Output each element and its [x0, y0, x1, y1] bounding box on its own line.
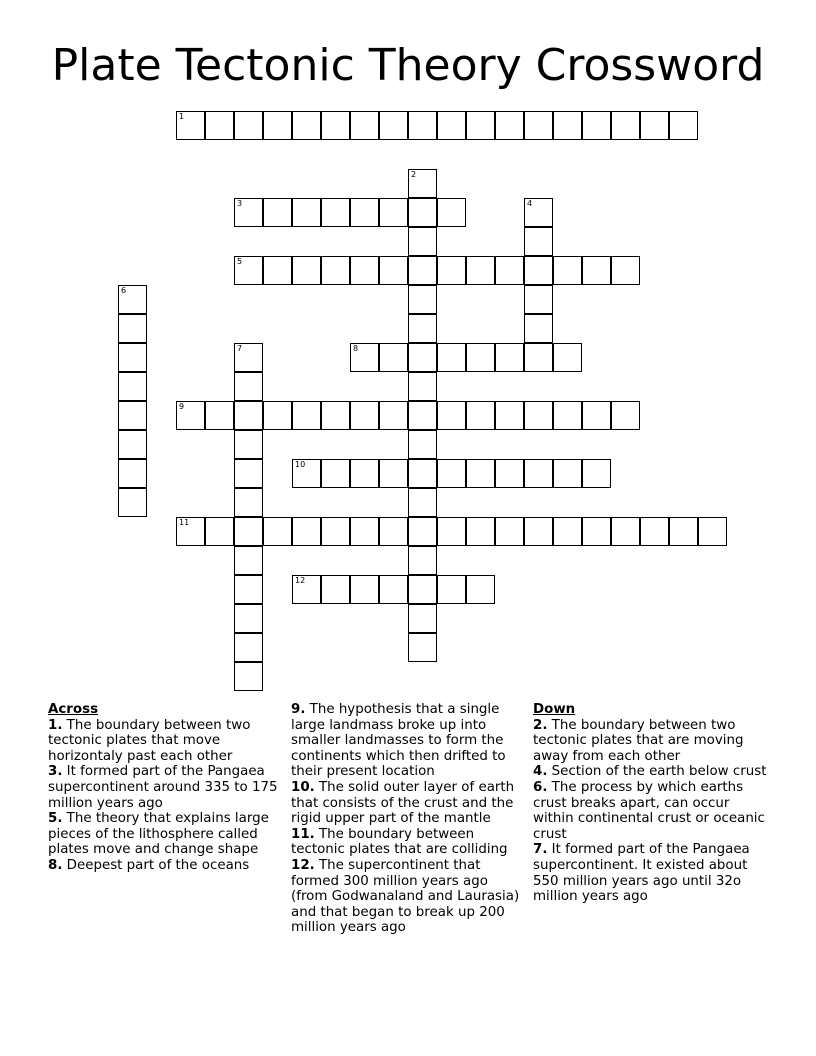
grid-cell[interactable] — [176, 111, 205, 140]
grid-cell[interactable] — [582, 111, 611, 140]
grid-cell[interactable] — [176, 517, 205, 546]
grid-cell[interactable] — [408, 256, 437, 285]
page-title: Plate Tectonic Theory Crossword — [51, 40, 765, 91]
grid-cell[interactable] — [408, 169, 437, 198]
grid-cell[interactable] — [205, 517, 234, 546]
clue-item — [291, 702, 527, 780]
grid-cell[interactable] — [408, 285, 437, 314]
grid-cell[interactable] — [234, 372, 263, 401]
grid-cell[interactable] — [466, 459, 495, 488]
grid-cell[interactable] — [669, 111, 698, 140]
grid-cell[interactable] — [437, 343, 466, 372]
clue-item — [48, 764, 284, 811]
clue-item-number: 1. — [48, 717, 63, 733]
grid-cell[interactable] — [292, 517, 321, 546]
clue-number: 9 — [179, 402, 185, 411]
grid-cell[interactable] — [437, 256, 466, 285]
grid-cell[interactable] — [350, 198, 379, 227]
grid-cell[interactable] — [350, 111, 379, 140]
grid-cell[interactable] — [553, 401, 582, 430]
grid-cell[interactable] — [408, 198, 437, 227]
grid-cell[interactable] — [321, 256, 350, 285]
grid-cell[interactable] — [176, 401, 205, 430]
grid-cell[interactable] — [118, 459, 147, 488]
clue-item-number: 9. — [291, 702, 306, 717]
grid-cell[interactable] — [698, 517, 727, 546]
clue-item-number: 5. — [48, 811, 63, 827]
clue-item-number: 7. — [533, 842, 548, 858]
grid-cell[interactable] — [408, 575, 437, 604]
grid-cell[interactable] — [408, 517, 437, 546]
clue-item-text: It formed part of the Pangaea supercontinent. It existed about 550 million years ago until 32o million years ago — [533, 842, 750, 905]
grid-cell[interactable] — [582, 517, 611, 546]
grid-cell[interactable] — [350, 401, 379, 430]
grid-cell[interactable] — [205, 401, 234, 430]
grid-cell[interactable] — [408, 430, 437, 459]
grid-cell[interactable] — [408, 488, 437, 517]
grid-cell[interactable] — [263, 401, 292, 430]
grid-cell[interactable] — [379, 575, 408, 604]
clue-item-text: The process by which earths crust breaks apart, can occur within continental crust or oceanic crust — [533, 779, 765, 842]
grid-cell[interactable] — [524, 401, 553, 430]
grid-cell[interactable] — [466, 575, 495, 604]
grid-cell[interactable] — [379, 111, 408, 140]
grid-cell[interactable] — [611, 401, 640, 430]
grid-cell[interactable] — [234, 633, 263, 662]
grid-cell[interactable] — [408, 604, 437, 633]
grid-cell[interactable] — [118, 343, 147, 372]
grid-cell[interactable] — [524, 256, 553, 285]
grid-cell[interactable] — [611, 517, 640, 546]
across-clues-continued — [291, 702, 527, 936]
grid-cell[interactable] — [321, 401, 350, 430]
grid-cell[interactable] — [263, 198, 292, 227]
grid-cell[interactable] — [292, 256, 321, 285]
clue-item — [533, 842, 773, 904]
grid-cell[interactable] — [524, 227, 553, 256]
grid-cell[interactable] — [234, 546, 263, 575]
clue-item — [533, 764, 773, 780]
grid-cell[interactable] — [234, 256, 263, 285]
grid-cell[interactable] — [495, 401, 524, 430]
grid-cell[interactable] — [466, 343, 495, 372]
grid-cell[interactable] — [437, 198, 466, 227]
across-heading: Across — [48, 702, 99, 717]
grid-cell[interactable] — [408, 227, 437, 256]
grid-cell[interactable] — [553, 343, 582, 372]
grid-cell[interactable] — [234, 198, 263, 227]
grid-cell[interactable] — [379, 459, 408, 488]
grid-cell[interactable] — [466, 111, 495, 140]
grid-cell[interactable] — [118, 314, 147, 343]
grid-cell[interactable] — [350, 343, 379, 372]
grid-cell[interactable] — [466, 401, 495, 430]
grid-cell[interactable] — [408, 546, 437, 575]
grid-cell[interactable] — [669, 517, 698, 546]
clue-item-text: Deepest part of the oceans — [62, 857, 250, 873]
grid-cell[interactable] — [553, 256, 582, 285]
grid-cell[interactable] — [379, 401, 408, 430]
grid-cell[interactable] — [321, 111, 350, 140]
grid-cell[interactable] — [495, 111, 524, 140]
grid-cell[interactable] — [495, 343, 524, 372]
clue-item — [48, 858, 284, 874]
grid-cell[interactable] — [524, 285, 553, 314]
grid-cell[interactable] — [321, 459, 350, 488]
clue-item-text: The theory that explains large pieces of the lithosphere called plates move and change shape — [48, 811, 269, 858]
grid-cell[interactable] — [321, 198, 350, 227]
grid-cell[interactable] — [582, 256, 611, 285]
clue-item-text: Section of the earth below crust — [547, 764, 767, 780]
grid-cell[interactable] — [466, 517, 495, 546]
grid-cell[interactable] — [408, 633, 437, 662]
clue-item-text: The boundary between two tectonic plates that are moving away from each other — [533, 717, 744, 764]
grid-cell[interactable] — [408, 343, 437, 372]
grid-cell[interactable] — [524, 517, 553, 546]
clue-item-number: 6. — [533, 779, 548, 795]
grid-cell[interactable] — [234, 517, 263, 546]
grid-cell[interactable] — [350, 459, 379, 488]
clue-number: 4 — [527, 199, 533, 208]
clue-item — [48, 718, 284, 765]
grid-cell[interactable] — [292, 111, 321, 140]
grid-cell[interactable] — [321, 517, 350, 546]
grid-cell[interactable] — [611, 256, 640, 285]
clue-item-text: The hypothesis that a single large landmass broke up into smaller landmasses to form the continents which then drifted to their present location — [291, 702, 506, 780]
grid-cell[interactable] — [234, 662, 263, 691]
grid-cell[interactable] — [350, 256, 379, 285]
clue-item — [291, 827, 527, 858]
down-clues — [533, 702, 773, 905]
clue-number: 11 — [179, 518, 190, 527]
grid-cell[interactable] — [292, 575, 321, 604]
clue-item — [291, 858, 527, 936]
clue-item-text: The solid outer layer of earth that consists of the crust and the rigid upper part of the mantle — [291, 779, 515, 827]
grid-cell[interactable] — [321, 575, 350, 604]
grid-cell[interactable] — [234, 430, 263, 459]
grid-cell[interactable] — [292, 198, 321, 227]
grid-cell[interactable] — [379, 198, 408, 227]
grid-cell[interactable] — [437, 517, 466, 546]
clue-number: 6 — [121, 286, 127, 295]
grid-cell[interactable] — [379, 343, 408, 372]
clue-item-text: The boundary between two tectonic plates that move horizontaly past each other — [48, 717, 251, 764]
clue-item-number: 2. — [533, 717, 548, 733]
grid-cell[interactable] — [582, 459, 611, 488]
grid-cell[interactable] — [437, 111, 466, 140]
grid-cell[interactable] — [495, 459, 524, 488]
grid-cell[interactable] — [524, 314, 553, 343]
grid-cell[interactable] — [408, 372, 437, 401]
grid-cell[interactable] — [350, 517, 379, 546]
grid-cell[interactable] — [118, 285, 147, 314]
down-heading: Down — [533, 702, 576, 717]
grid-cell[interactable] — [408, 314, 437, 343]
grid-cell[interactable] — [263, 111, 292, 140]
clue-number: 2 — [411, 170, 417, 179]
grid-cell[interactable] — [234, 488, 263, 517]
grid-cell[interactable] — [640, 111, 669, 140]
clue-item-text: The boundary between tectonic plates that are colliding — [291, 826, 508, 858]
grid-cell[interactable] — [582, 401, 611, 430]
grid-cell[interactable] — [234, 459, 263, 488]
grid-cell[interactable] — [263, 256, 292, 285]
grid-cell[interactable] — [263, 517, 292, 546]
grid-cell[interactable] — [524, 343, 553, 372]
grid-cell[interactable] — [292, 401, 321, 430]
grid-cell[interactable] — [408, 111, 437, 140]
grid-cell[interactable] — [553, 111, 582, 140]
grid-cell[interactable] — [118, 488, 147, 517]
grid-cell[interactable] — [640, 517, 669, 546]
grid-cell[interactable] — [524, 111, 553, 140]
clue-number: 5 — [237, 257, 243, 266]
clue-item-text: The supercontinent that formed 300 million years ago (from Godwanaland and Laurasia) and that began to break up 200 million years ago — [291, 857, 520, 936]
grid-cell[interactable] — [205, 111, 234, 140]
grid-cell[interactable] — [524, 198, 553, 227]
grid-cell[interactable] — [437, 459, 466, 488]
grid-cell[interactable] — [437, 575, 466, 604]
clue-item — [48, 811, 284, 858]
clue-item — [291, 780, 527, 827]
clue-number: 1 — [179, 112, 185, 121]
clue-item-number: 4. — [533, 764, 548, 780]
across-clues — [48, 702, 284, 874]
grid-cell[interactable] — [118, 430, 147, 459]
grid-cell[interactable] — [408, 401, 437, 430]
grid-cell[interactable] — [234, 343, 263, 372]
grid-cell[interactable] — [495, 517, 524, 546]
grid-cell[interactable] — [408, 459, 437, 488]
grid-cell[interactable] — [437, 401, 466, 430]
grid-cell[interactable] — [495, 256, 524, 285]
grid-cell[interactable] — [234, 111, 263, 140]
grid-cell[interactable] — [379, 256, 408, 285]
grid-cell[interactable] — [234, 575, 263, 604]
grid-cell[interactable] — [118, 372, 147, 401]
clue-item-number: 11. — [291, 826, 315, 842]
grid-cell[interactable] — [234, 604, 263, 633]
grid-cell[interactable] — [553, 517, 582, 546]
clue-number: 10 — [295, 460, 306, 469]
grid-cell[interactable] — [466, 256, 495, 285]
clue-item-number: 10. — [291, 779, 315, 795]
clue-item-number: 8. — [48, 857, 63, 873]
clue-item — [533, 780, 773, 842]
clue-number: 7 — [237, 344, 243, 353]
clue-number: 3 — [237, 199, 243, 208]
clue-number: 8 — [353, 344, 359, 353]
grid-cell[interactable] — [524, 459, 553, 488]
clue-item-number: 3. — [48, 764, 63, 780]
grid-cell[interactable] — [350, 575, 379, 604]
grid-cell[interactable] — [611, 111, 640, 140]
grid-cell[interactable] — [234, 401, 263, 430]
clue-item-text: It formed part of the Pangaea supercontinent around 335 to 175 million years ago — [48, 764, 278, 811]
clue-item-number: 12. — [291, 857, 315, 873]
clue-item — [533, 718, 773, 765]
grid-cell[interactable] — [292, 459, 321, 488]
grid-cell[interactable] — [379, 517, 408, 546]
grid-cell[interactable] — [118, 401, 147, 430]
grid-cell[interactable] — [553, 459, 582, 488]
clue-number: 12 — [295, 576, 306, 585]
